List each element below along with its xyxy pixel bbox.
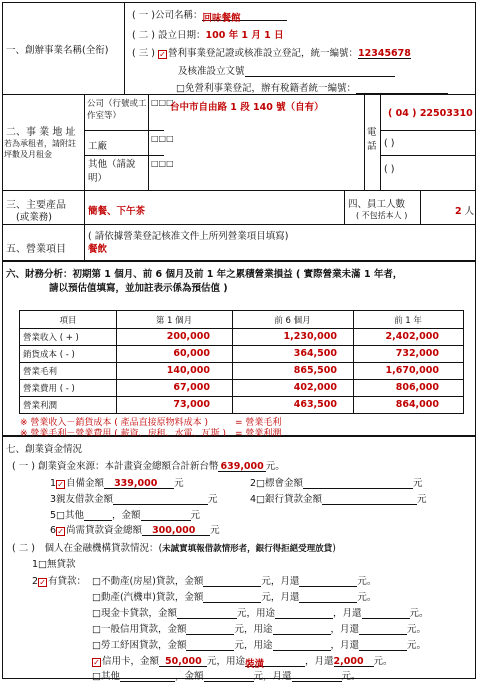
finance-note-2: ※ 營業毛利－營業費用 ( 薪資、房租、水電、瓦斯 ) = 營業利潤 (20, 429, 282, 439)
loan-cashcard-monthly-field[interactable] (362, 608, 410, 619)
exempt-row: □免營利事業登記，辦有稅籍者統一編號： (176, 80, 448, 94)
divider (84, 130, 164, 131)
other-funds-amount-field[interactable] (141, 510, 191, 521)
section5-label: 五、營業項目 (6, 244, 66, 255)
employees-label: 四、員工人數 (348, 199, 406, 210)
row-revenue-m1[interactable]: 200,000 (166, 331, 210, 342)
loan-vehicle-amount-field[interactable] (203, 592, 261, 603)
loan-vehicle-row: □動產(汽機車)貸款，金額 元，月還 元。 (92, 592, 377, 603)
credit-card-monthly-value[interactable]: 2,000 (334, 656, 374, 667)
divider (124, 2, 125, 94)
needed-loan-checkbox-icon[interactable]: ✓ (57, 527, 64, 536)
divider (420, 190, 421, 224)
section1-label: 一、創辦事業名稱(全衔) (6, 45, 109, 56)
loan-cashcard-amount-field[interactable] (177, 608, 237, 619)
tax-id-field[interactable] (356, 83, 448, 94)
loan-vehicle-monthly-field[interactable] (299, 592, 357, 603)
row-revenue-m6[interactable]: 1,230,000 (283, 331, 337, 342)
other-address-label: 其他（請說明） (88, 159, 136, 184)
funding-source-row: ( 一 ) 創業資金來源：本計畫資金總額合計新台幣 639,000 元。 (12, 461, 285, 472)
row-revenue-label: 營業收入 ( + ) (23, 332, 79, 343)
header-month1: 第 1 個月 (155, 315, 193, 326)
company-name-value[interactable]: 回味餐館 (202, 10, 287, 21)
section7-title: 七、創業資金情況 (6, 444, 83, 455)
section6-title-line2: 請以預估值填寫，並加註表示係為預估值 ) (49, 283, 228, 294)
phone3-field[interactable]: ( ) (384, 164, 395, 175)
other-funds-desc-field[interactable] (84, 510, 112, 521)
loan-relief-amount-field[interactable] (186, 640, 234, 651)
loan-creditcard-row: ✓ 信用卡，金額 50,000 元，用途裝潢 ，月還2,000 元。 (93, 656, 393, 670)
phone-value[interactable]: ( 04 ) 22503310 (388, 108, 473, 119)
divider (344, 190, 345, 224)
row-expense-label: 營業費用 ( - ) (23, 383, 75, 394)
section5-note: ( 請依據營業登記核准文件上所列營業項目填寫) (88, 231, 289, 242)
registration-checkbox-icon[interactable]: ✓ (159, 50, 166, 59)
main-products-value[interactable]: 簡餐、下午茶 (88, 206, 146, 217)
divider (2, 94, 476, 95)
loan-credit-monthly-field[interactable] (359, 624, 407, 635)
row-expense-m1[interactable]: 67,000 (173, 382, 210, 393)
loan-other-monthly-field[interactable] (292, 671, 342, 682)
finance-note-1: ※ 營業收入－銷貨成本 ( 產品直接原物料成本 ) = 營業毛利 (20, 418, 282, 428)
factory-label: 工廠 (88, 141, 108, 152)
divider (84, 155, 164, 156)
company-name-row: ( 一 )公司名稱：回味餐館 (132, 7, 287, 21)
registration-row: ( 三 ) ✓ 營利事業登記證或核准設立登記，統一編號：12345678 (132, 48, 411, 59)
company-address-boxes: □□□ (151, 98, 174, 107)
row-gross-m1[interactable]: 140,000 (166, 365, 210, 376)
loan-cashcard-purpose-field[interactable] (275, 608, 333, 619)
needed-loan-value[interactable]: 300,000 (142, 525, 210, 536)
row-expense-y1[interactable]: 806,000 (395, 382, 439, 393)
divider (2, 224, 476, 225)
company-address-value[interactable]: 台中市自由路 1 段 140 號（自有） (170, 102, 324, 113)
loan-other-desc-field[interactable] (120, 671, 175, 682)
section3-sublabel: (或業務) (16, 212, 52, 223)
loan-credit-amount-field[interactable] (186, 624, 234, 635)
friend-funds-row: 3親友借款金額 元 (50, 494, 218, 505)
factory-boxes: □□□ (151, 134, 174, 143)
approval-doc-row: 及核准設立文號 (178, 63, 395, 77)
row-profit-m6[interactable]: 463,500 (293, 399, 337, 410)
divider (84, 94, 85, 190)
header-item: 項目 (59, 315, 77, 326)
row-cogs-label: 銷貨成本 ( - ) (23, 349, 75, 360)
section3-label: 三、主要產品 (6, 200, 66, 211)
credit-card-purpose-value[interactable]: 裝潢 (245, 656, 305, 667)
row-expense-m6[interactable]: 402,000 (293, 382, 337, 393)
own-funds-row: 1✓ 自備金額 339,000 元 (50, 478, 184, 489)
employees-sublabel: ( 不包括本人 ) (356, 211, 408, 220)
has-loan-checkbox-icon[interactable]: ✓ (39, 578, 46, 587)
divider (364, 94, 365, 190)
assoc-funds-field[interactable] (303, 478, 413, 489)
loan-relief-monthly-field[interactable] (359, 640, 407, 651)
loan-credit-row: □一般信用貸款，金額 元，用途 ，月還 元。 (92, 624, 427, 635)
friend-funds-field[interactable] (113, 494, 208, 505)
personal-loan-row: ( 二 ) 個人在金融機構貸款情況：(未誠實填報借款情形者，銀行得拒絕受理放貸) (12, 543, 336, 554)
credit-card-checkbox-icon[interactable]: ✓ (93, 658, 100, 667)
header-month6: 前 6 個月 (274, 315, 311, 326)
loan-other-amount-field[interactable] (204, 671, 254, 682)
loan-other-row: □其他 ，金額 元，月還 元。 (92, 671, 361, 682)
row-cogs-m6[interactable]: 364,500 (293, 348, 337, 359)
assoc-funds-row: 2□標會金額 元 (250, 478, 423, 489)
phone2-field[interactable]: ( ) (384, 138, 395, 149)
loan-real-estate-row: □不動產(房屋)貸款，金額 元，月還 元。 (92, 576, 377, 587)
loan-relief-row: □勞工紓困貸款，金額 元，用途 ，月還 元。 (92, 640, 427, 651)
row-profit-label: 營業利潤 (23, 400, 58, 411)
row-gross-y1[interactable]: 1,670,000 (385, 365, 439, 376)
phone-label: 電話 (367, 127, 377, 152)
established-date-row: ( 二 ) 設立日期：100 年 1 月 1 日 (132, 30, 284, 41)
employees-row: 2 人 (455, 206, 475, 217)
has-loan-row: 2✓ 有貸款： (32, 576, 87, 587)
row-gross-m6[interactable]: 865,500 (293, 365, 337, 376)
unified-number-value[interactable]: 12345678 (358, 48, 411, 59)
divider (148, 94, 149, 190)
row-cogs-y1[interactable]: 732,000 (395, 348, 439, 359)
total-funding-value[interactable]: 639,000 (220, 461, 264, 472)
own-funds-checkbox-icon[interactable]: ✓ (57, 480, 64, 489)
company-address-label: 公司（行號或工作室等） (87, 99, 147, 121)
header-year1: 前 1 年 (394, 315, 422, 326)
needed-loan-row: 6✓ 尚需貸款資金總額 300,000 元 (50, 525, 220, 536)
loan-relief-purpose-field[interactable] (273, 640, 331, 651)
other-funds-row: 5□其他 ，金額 元 (50, 510, 201, 521)
finance-table (19, 310, 464, 414)
loan-real-estate-monthly-field[interactable] (299, 576, 357, 587)
established-date-value[interactable]: 100 年 1 月 1 日 (205, 30, 284, 41)
loan-credit-purpose-field[interactable] (273, 624, 331, 635)
approval-doc-field[interactable] (245, 66, 395, 77)
credit-card-amount-value[interactable]: 50,000 (159, 656, 207, 667)
employees-value[interactable]: 2 (455, 206, 462, 217)
divider (380, 155, 476, 156)
row-revenue-y1[interactable]: 2,402,000 (385, 331, 439, 342)
no-loan-row[interactable]: 1□無貸款 (32, 559, 76, 570)
loan-real-estate-amount-field[interactable] (203, 576, 261, 587)
row-profit-m1[interactable]: 73,000 (173, 399, 210, 410)
divider (2, 190, 476, 191)
own-funds-value[interactable]: 339,000 (104, 478, 174, 489)
divider (84, 190, 85, 260)
row-gross-label: 營業毛利 (23, 366, 58, 377)
divider (380, 130, 476, 131)
divider (380, 94, 381, 190)
section2-label: 二、事 業 地 址 (6, 127, 76, 138)
row-profit-y1[interactable]: 864,000 (395, 399, 439, 410)
bank-funds-field[interactable] (322, 494, 417, 505)
section2-note: 若為承租者，請附註坪數及月租金 (4, 139, 76, 159)
loan-cashcard-row: □現金卡貸款，金額 元，用途 ，月還 元。 (92, 608, 429, 619)
section6-title: 六、財務分析：初期第 1 個月、前 6 個月及前 1 年之累積營業損益 ( 實際營業未滿 1 年者， (6, 269, 403, 280)
business-items-value[interactable]: 餐飲 (88, 244, 108, 255)
bank-funds-row: 4□銀行貸款金額 元 (250, 494, 427, 505)
other-address-boxes: □□□ (151, 159, 174, 168)
row-cogs-m1[interactable]: 60,000 (173, 348, 210, 359)
